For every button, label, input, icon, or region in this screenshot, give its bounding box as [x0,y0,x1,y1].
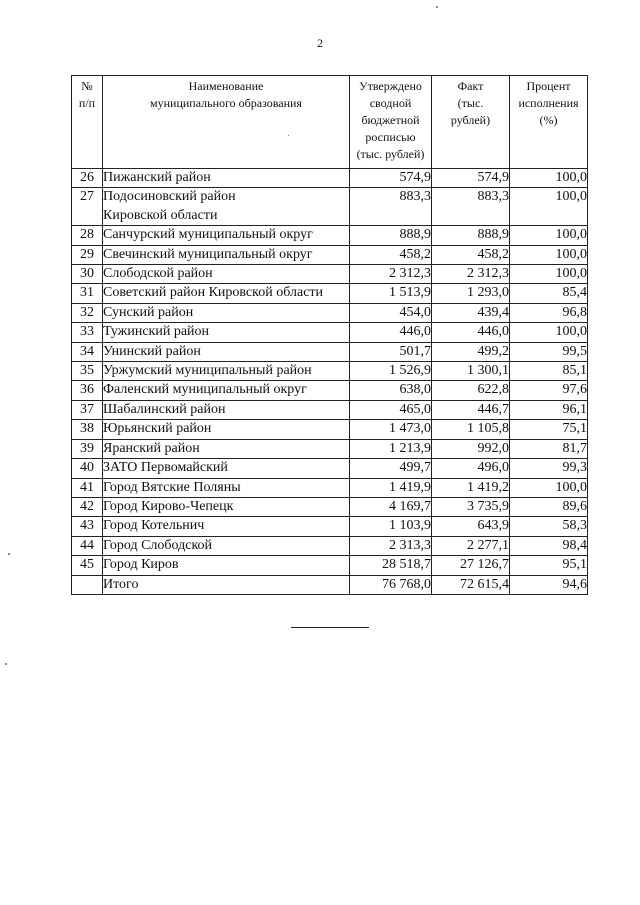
municipality-name-line: Сунский район [103,304,194,320]
row-number: 30 [72,265,103,284]
header-line: Наименование [188,79,264,93]
execution-percent: 81,7 [510,439,588,458]
actual-value: 888,9 [432,226,510,245]
approved-value: 1 513,9 [350,284,432,303]
row-number: 33 [72,323,103,342]
execution-percent: 94,6 [510,575,588,594]
row-number: 43 [72,517,103,536]
actual-value: 446,0 [432,323,510,342]
header-line: (тыс. [457,96,484,110]
municipality-name [103,556,350,575]
actual-value: 27 126,7 [432,556,510,575]
header-line: (%) [539,113,558,127]
header-line: № [81,79,93,93]
table-row [72,362,588,381]
municipality-name [103,459,350,478]
approved-value: 465,0 [350,400,432,419]
municipality-name-line: Яранский район [103,440,200,456]
row-number: 37 [72,400,103,419]
municipality-name [103,439,350,458]
municipality-name [103,478,350,497]
row-number: 28 [72,226,103,245]
row-number: 27 [72,188,103,226]
municipality-name-line: Свечинский муниципальный округ [103,246,313,262]
municipality-name [103,497,350,516]
scan-speck [288,135,289,136]
municipality-name-line: Кировской области [103,207,218,223]
table-row [72,400,588,419]
municipality-name-line: Город Киров [103,557,179,573]
header-line: бюджетной [361,113,420,127]
table-row [72,169,588,188]
approved-value: 446,0 [350,323,432,342]
row-number: 41 [72,478,103,497]
execution-percent: 99,5 [510,342,588,361]
actual-value: 3 735,9 [432,497,510,516]
header-line: п/п [78,96,96,110]
row-number: 29 [72,245,103,264]
header-approved [350,76,432,169]
row-number: 31 [72,284,103,303]
execution-percent: 100,0 [510,169,588,188]
municipality-name [103,536,350,555]
table-row [72,284,588,303]
actual-value: 446,7 [432,400,510,419]
table-header-row [72,76,588,169]
table-row [72,381,588,400]
approved-value: 28 518,7 [350,556,432,575]
municipality-name-line: Унинский район [103,343,201,359]
actual-value: 1 293,0 [432,284,510,303]
row-number: 42 [72,497,103,516]
execution-percent: 58,3 [510,517,588,536]
actual-value: 1 419,2 [432,478,510,497]
header-percent [510,76,588,169]
actual-value: 458,2 [432,245,510,264]
municipality-name [103,303,350,322]
actual-value: 2 277,1 [432,536,510,555]
actual-value: 883,3 [432,188,510,226]
municipality-name [103,400,350,419]
actual-value: 496,0 [432,459,510,478]
table-row [72,536,588,555]
scan-speck [5,663,7,665]
table-row [72,497,588,516]
approved-value: 1 473,0 [350,420,432,439]
approved-value: 1 103,9 [350,517,432,536]
table-row [72,517,588,536]
header-line: Процент [526,79,571,93]
actual-value: 643,9 [432,517,510,536]
municipality-name-line: ЗАТО Первомайский [103,460,228,476]
execution-percent: 85,1 [510,362,588,381]
municipality-name-line: Город Кирово-Чепецк [103,498,234,514]
municipality-name-line: Юрьянский район [103,421,212,437]
closing-rule [291,627,369,628]
execution-percent: 85,4 [510,284,588,303]
header-line: росписью [365,130,416,144]
municipality-name-line: Город Вятские Поляны [103,479,241,495]
table-row [72,420,588,439]
municipality-name-line: Фаленский муниципальный округ [103,382,307,398]
approved-value: 454,0 [350,303,432,322]
actual-value: 499,2 [432,342,510,361]
header-line: муниципального образования [150,96,302,110]
row-number: 36 [72,381,103,400]
execution-percent: 100,0 [510,478,588,497]
municipality-name [103,323,350,342]
municipality-name [103,245,350,264]
scan-speck [8,553,10,555]
execution-percent: 96,1 [510,400,588,419]
municipality-name-line: Тужинский район [103,324,210,340]
approved-value: 2 313,3 [350,536,432,555]
municipality-name-line: Город Котельнич [103,518,205,534]
municipality-name [103,381,350,400]
row-number: 45 [72,556,103,575]
row-number: 44 [72,536,103,555]
approved-value: 499,7 [350,459,432,478]
approved-value: 888,9 [350,226,432,245]
table-row [72,188,588,226]
approved-value: 1 419,9 [350,478,432,497]
municipality-name-line: Пижанский район [103,170,211,185]
row-number: 32 [72,303,103,322]
actual-value: 1 105,8 [432,420,510,439]
municipality-name [103,169,350,188]
table-row [72,323,588,342]
table-row [72,478,588,497]
table-row [72,226,588,245]
header-line: сводной [369,96,412,110]
actual-value: 2 312,3 [432,265,510,284]
approved-value: 2 312,3 [350,265,432,284]
execution-percent: 96,8 [510,303,588,322]
execution-percent: 100,0 [510,265,588,284]
municipality-name-line: Советский район Кировской области [103,285,324,301]
actual-value: 72 615,4 [432,575,510,594]
row-number: 26 [72,169,103,188]
approved-value: 501,7 [350,342,432,361]
municipality-name [103,284,350,303]
approved-value: 638,0 [350,381,432,400]
municipality-name-line: Город Слободской [103,537,213,553]
approved-value: 458,2 [350,245,432,264]
municipality-name-line: Подосиновский район [103,189,236,205]
approved-value: 883,3 [350,188,432,226]
execution-percent: 75,1 [510,420,588,439]
table-row [72,245,588,264]
municipality-name [103,420,350,439]
municipality-name [103,226,350,245]
table-body [72,169,588,595]
table-row [72,342,588,361]
actual-value: 1 300,1 [432,362,510,381]
table-row [72,265,588,284]
header-line: исполнения [518,96,579,110]
row-number: 39 [72,439,103,458]
header-line: Утверждено [359,79,422,93]
approved-value: 574,9 [350,169,432,188]
execution-percent: 98,4 [510,536,588,555]
header-num [72,76,103,169]
header-actual [432,76,510,169]
actual-value: 992,0 [432,439,510,458]
execution-percent: 89,6 [510,497,588,516]
execution-percent: 99,3 [510,459,588,478]
row-number [72,575,103,594]
approved-value: 1 213,9 [350,439,432,458]
municipality-name [103,517,350,536]
municipality-name [103,265,350,284]
municipality-name-line: Санчурский муниципальный округ [103,227,313,243]
row-number: 40 [72,459,103,478]
header-name [103,76,350,169]
execution-percent: 100,0 [510,245,588,264]
approved-value: 4 169,7 [350,497,432,516]
approved-value: 76 768,0 [350,575,432,594]
municipality-name [103,575,350,594]
approved-value: 1 526,9 [350,362,432,381]
municipality-name-line: Шабалинский район [103,401,226,417]
budget-execution-table [71,75,588,595]
municipality-name-line: Итого [103,576,139,592]
row-number: 38 [72,420,103,439]
execution-percent: 95,1 [510,556,588,575]
header-line: (тыс. рублей) [356,147,425,161]
header-line: Факт [457,79,484,93]
actual-value: 574,9 [432,169,510,188]
municipality-name-line: Слободской район [103,266,213,282]
table-row [72,303,588,322]
table-row [72,439,588,458]
table-row [72,459,588,478]
execution-percent: 100,0 [510,323,588,342]
header-line: рублей) [450,113,491,127]
municipality-name-line: Уржумский муниципальный район [103,363,312,379]
total-row [72,575,588,594]
row-number: 34 [72,342,103,361]
execution-percent: 97,6 [510,381,588,400]
page-number: 2 [317,36,323,50]
scan-speck [436,6,438,8]
execution-percent: 100,0 [510,188,588,226]
municipality-name [103,188,350,226]
execution-percent: 100,0 [510,226,588,245]
row-number: 35 [72,362,103,381]
municipality-name [103,362,350,381]
actual-value: 439,4 [432,303,510,322]
municipality-name [103,342,350,361]
table-row [72,556,588,575]
actual-value: 622,8 [432,381,510,400]
